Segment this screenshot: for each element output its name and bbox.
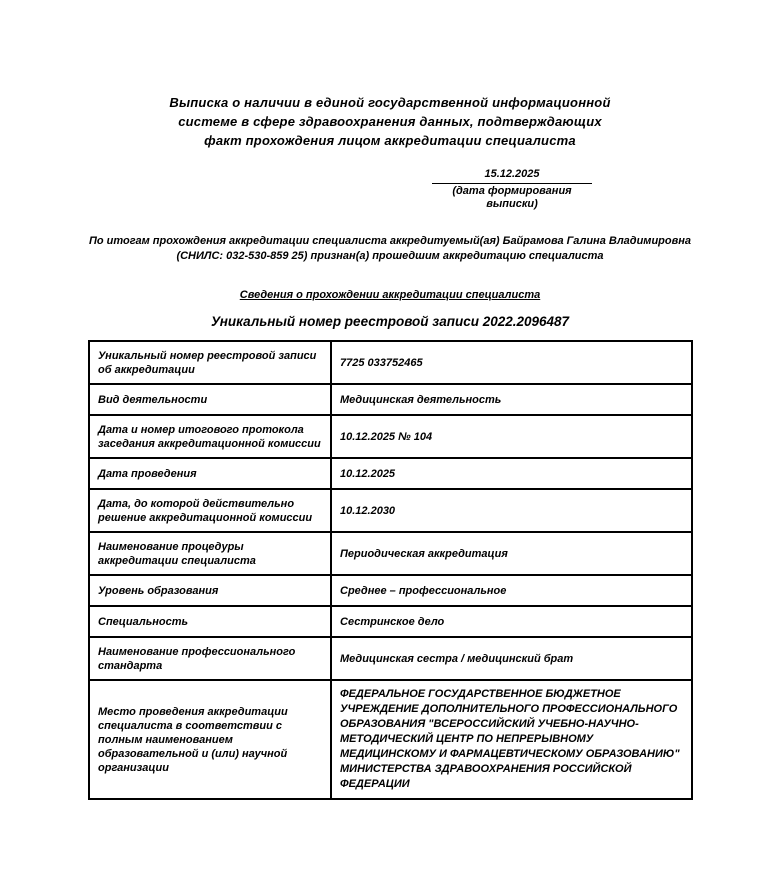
- row-value: Периодическая аккредитация: [331, 532, 692, 575]
- table-row: [89, 341, 692, 384]
- row-value: 10.12.2025 № 104: [331, 415, 692, 458]
- registry-number-heading: Уникальный номер реестровой записи 2022.2096487: [210, 314, 570, 329]
- row-label: Наименование профессионального стандарта: [89, 637, 331, 680]
- row-value: 7725 033752465: [331, 341, 692, 384]
- row-value: 10.12.2030: [331, 489, 692, 532]
- row-label: Вид деятельности: [89, 384, 331, 415]
- row-label: Место проведения аккредитации специалиста в соответствии с полным наименованием образовательной и (или) научной организации: [89, 680, 331, 799]
- extract-date-block: [432, 167, 592, 211]
- extract-date-caption: (дата формирования выписки): [452, 185, 572, 210]
- table-row: [89, 384, 692, 415]
- row-label: Дата, до которой действительно решение аккредитационной комиссии: [89, 489, 331, 532]
- accreditation-details-table: [88, 340, 693, 800]
- table-row: [89, 458, 692, 489]
- row-value: Медицинская деятельность: [331, 384, 692, 415]
- row-label: Дата проведения: [89, 458, 331, 489]
- extract-date-value: 15.12.2025: [432, 167, 592, 184]
- row-label: Дата и номер итогового протокола заседания аккредитационной комиссии: [89, 415, 331, 458]
- document-title: Выписка о наличии в единой государственной информационной системе в сфере здравоохранения данных, подтверждающих факт прохождения лицом аккредитации специалиста: [169, 95, 611, 148]
- table-row: [89, 606, 692, 637]
- row-value: Медицинская сестра / медицинский брат: [331, 637, 692, 680]
- table-row: [89, 532, 692, 575]
- row-label: Уникальный номер реестровой записи об аккредитации: [89, 341, 331, 384]
- row-value: Сестринское дело: [331, 606, 692, 637]
- row-label: Уровень образования: [89, 575, 331, 606]
- row-value: ФЕДЕРАЛЬНОЕ ГОСУДАРСТВЕННОЕ БЮДЖЕТНОЕ УЧРЕЖДЕНИЕ ДОПОЛНИТЕЛЬНОГО ПРОФЕССИОНАЛЬНОГО ОБРАЗОВАНИЯ "ВСЕРОССИЙСКИЙ УЧЕБНО-НАУЧНО-МЕТОДИЧЕСКИЙ ЦЕНТР ПО НЕПРЕРЫВНОМУ МЕДИЦИНСКОМУ И ФАРМАЦЕВТИЧЕСКОМУ ОБРАЗОВАНИЮ" МИНИСТЕРСТВА ЗДРАВООХРАНЕНИЯ РОССИЙСКОЙ ФЕДЕРАЦИИ: [331, 680, 692, 799]
- row-label: Наименование процедуры аккредитации специалиста: [89, 532, 331, 575]
- table-row: [89, 680, 692, 799]
- intro-paragraph: По итогам прохождения аккредитации специалиста аккредитуемый(ая) Байрамова Галина Владимировна (СНИЛС: 032-530-859 25) признан(а) прошедшим аккредитацию специалиста: [88, 235, 692, 262]
- table-row: [89, 637, 692, 680]
- row-label: Специальность: [89, 606, 331, 637]
- table-row: [89, 575, 692, 606]
- row-value: Среднее – профессиональное: [331, 575, 692, 606]
- row-value: 10.12.2025: [331, 458, 692, 489]
- table-row: [89, 489, 692, 532]
- table-row: [89, 415, 692, 458]
- section-heading: Сведения о прохождении аккредитации специалиста: [239, 289, 541, 301]
